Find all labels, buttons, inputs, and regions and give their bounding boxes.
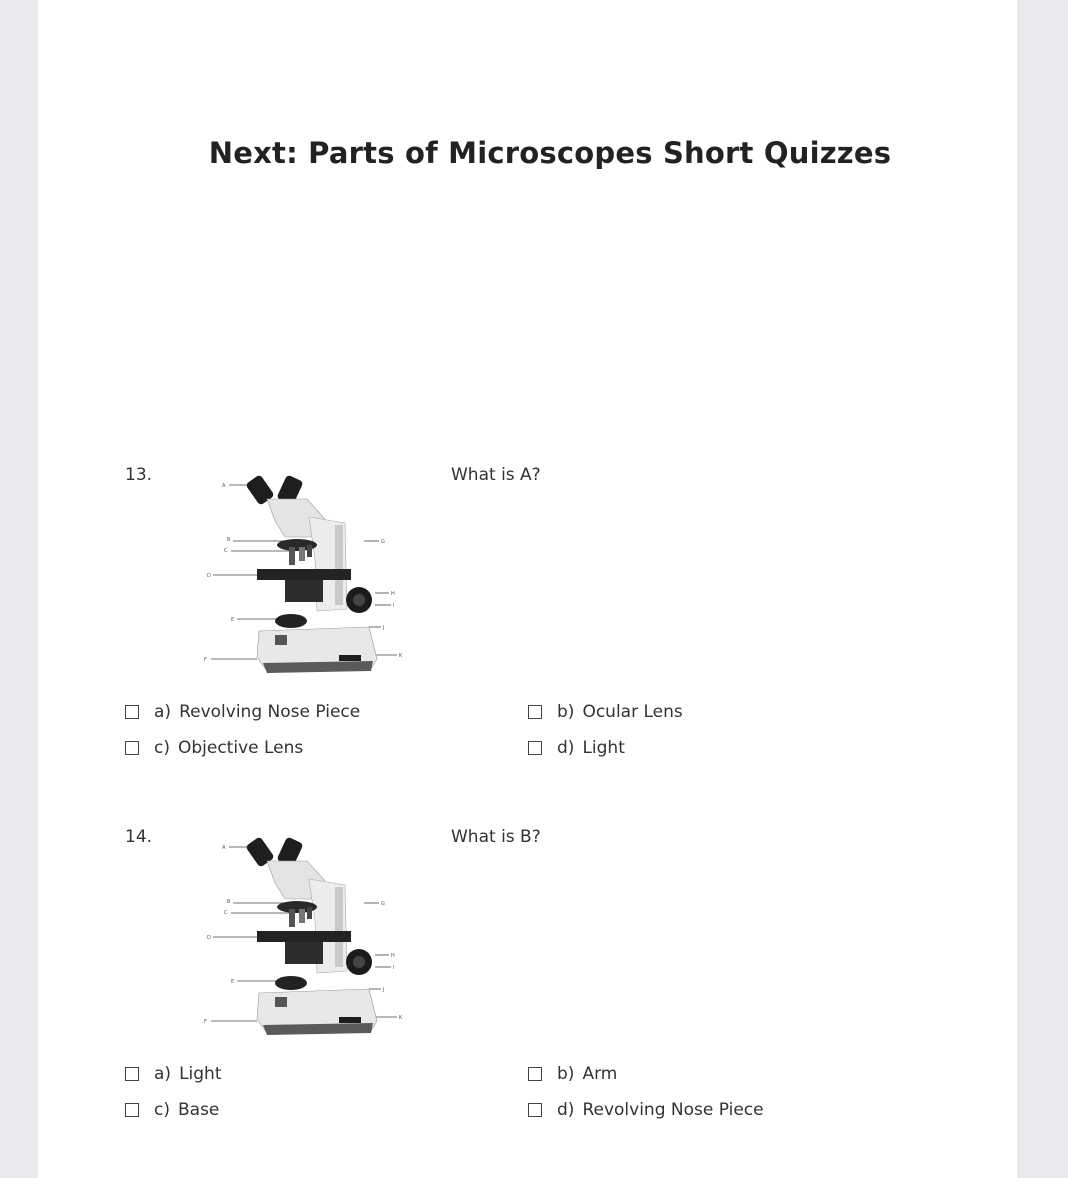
- diagram-label-d: D: [207, 573, 211, 579]
- option-letter: d): [557, 1100, 575, 1120]
- diagram-label-j: J: [383, 625, 385, 631]
- diagram-label-i: I: [393, 965, 395, 971]
- diagram-label-i: I: [393, 603, 395, 609]
- microscope-diagram-image: [189, 821, 431, 1043]
- diagram-label-f: F: [204, 1019, 207, 1025]
- diagram-label-c: C: [224, 910, 228, 916]
- option-label: Arm: [582, 1064, 618, 1084]
- page-title: Next: Parts of Microscopes Short Quizzes: [208, 136, 892, 170]
- diagram-label-d: D: [207, 935, 211, 941]
- question-number: 14.: [125, 827, 153, 847]
- question-text: What is A?: [451, 465, 541, 485]
- microscope-diagram-image: [189, 459, 431, 681]
- question-text: What is B?: [451, 827, 541, 847]
- worksheet-page: [38, 0, 1017, 1178]
- option-label: Revolving Nose Piece: [179, 702, 361, 722]
- option-letter: b): [557, 1064, 575, 1084]
- option-letter: a): [154, 702, 172, 722]
- option-c[interactable]: [125, 1100, 219, 1120]
- checkbox[interactable]: [125, 1103, 139, 1117]
- option-letter: c): [154, 738, 170, 758]
- diagram-label-b: B: [227, 899, 231, 905]
- option-a[interactable]: [125, 1064, 222, 1084]
- option-b[interactable]: [528, 1064, 617, 1084]
- checkbox[interactable]: [528, 705, 542, 719]
- option-d[interactable]: [528, 1100, 764, 1120]
- diagram-label-h: H: [391, 591, 395, 597]
- diagram-label-e: E: [231, 617, 235, 623]
- diagram-label-a: A: [222, 845, 226, 851]
- option-d[interactable]: [528, 738, 625, 758]
- option-label: Base: [177, 1100, 220, 1120]
- option-label: Revolving Nose Piece: [582, 1100, 764, 1120]
- diagram-label-c: C: [224, 548, 228, 554]
- diagram-label-g: G: [381, 539, 385, 545]
- diagram-label-j: J: [383, 987, 385, 993]
- option-label: Objective Lens: [177, 738, 304, 758]
- option-letter: c): [154, 1100, 170, 1120]
- option-letter: d): [557, 738, 575, 758]
- diagram-label-f: F: [204, 657, 207, 663]
- question-number: 13.: [125, 465, 153, 485]
- checkbox[interactable]: [125, 705, 139, 719]
- diagram-label-k: K: [399, 653, 403, 659]
- option-letter: a): [154, 1064, 172, 1084]
- diagram-label-h: H: [391, 953, 395, 959]
- checkbox[interactable]: [528, 1103, 542, 1117]
- diagram-label-g: G: [381, 901, 385, 907]
- option-b[interactable]: [528, 702, 683, 722]
- option-c[interactable]: [125, 738, 303, 758]
- diagram-label-e: E: [231, 979, 235, 985]
- option-a[interactable]: [125, 702, 360, 722]
- option-label: Light: [179, 1064, 222, 1084]
- checkbox[interactable]: [528, 1067, 542, 1081]
- diagram-label-b: B: [227, 537, 231, 543]
- diagram-label-a: A: [222, 483, 226, 489]
- checkbox[interactable]: [125, 741, 139, 755]
- option-label: Light: [582, 738, 625, 758]
- diagram-label-k: K: [399, 1015, 403, 1021]
- option-label: Ocular Lens: [582, 702, 683, 722]
- checkbox[interactable]: [125, 1067, 139, 1081]
- checkbox[interactable]: [528, 741, 542, 755]
- option-letter: b): [557, 702, 575, 722]
